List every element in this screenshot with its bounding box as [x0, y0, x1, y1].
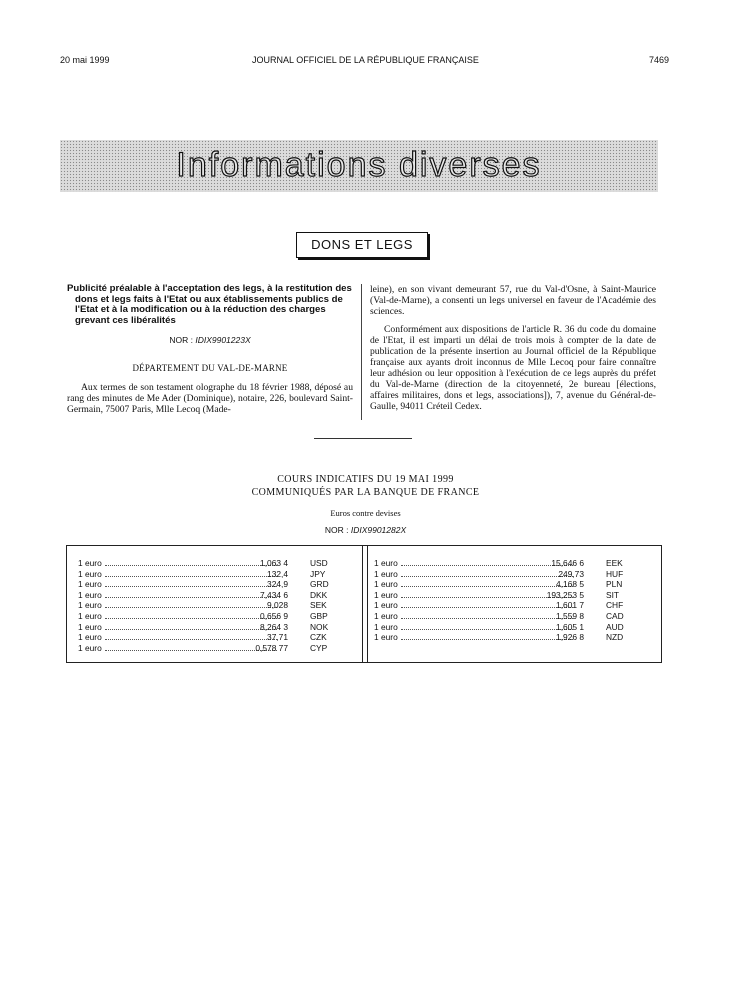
rate-row: [78, 579, 358, 590]
rate-row: [374, 558, 654, 569]
column-divider: [361, 284, 362, 420]
rate-label: 1 euro: [374, 568, 398, 579]
rate-leader-dots: [401, 629, 573, 630]
rate-label: 1 euro: [374, 579, 398, 590]
rate-value: 1,063 4: [260, 558, 288, 568]
rate-column-right: [374, 558, 654, 643]
article-column-right: [370, 284, 656, 412]
rate-leader-dots: [105, 597, 277, 598]
rate-currency-code: NZD: [606, 632, 624, 643]
rate-row: [374, 632, 654, 643]
rate-value: 37,71: [267, 632, 288, 643]
rate-leader-dots: [401, 618, 573, 619]
rate-leader-dots: [105, 586, 277, 587]
rate-value: 193,253 5: [546, 589, 584, 600]
rate-value: 4,168 5: [556, 579, 584, 590]
rate-label: 1 euro: [78, 589, 102, 600]
rate-row: [78, 600, 358, 611]
cours-title-line-1: COURS INDICATIFS DU 19 MAI 1999: [277, 474, 454, 485]
rate-row: [78, 622, 358, 633]
rate-row: [374, 579, 654, 590]
rate-currency-code: NOK: [310, 621, 329, 632]
rate-value: 15,646 6: [551, 558, 584, 568]
rate-value: 7,434 6: [260, 589, 288, 600]
article-department: DÉPARTEMENT DU VAL-DE-MARNE: [132, 363, 288, 373]
rate-leader-dots: [105, 639, 277, 640]
rate-currency-code: JPY: [310, 568, 326, 579]
rate-row: [78, 569, 358, 580]
rate-column-left: [78, 558, 358, 653]
rate-currency-code: GRD: [310, 579, 329, 590]
rate-value: 8,264 3: [260, 621, 288, 632]
rate-value: 0,656 9: [260, 610, 288, 621]
rate-leader-dots: [105, 565, 277, 566]
rate-value: 9,028: [267, 600, 288, 611]
article-heading: Publicité préalable à l'acceptation des legs, à la restitution des dons et legs faits à l'Etat ou aux établissements publics de l'Etat et à la modification ou à la réduction des charges grevant ces libéralités: [67, 283, 352, 326]
rate-label: 1 euro: [374, 610, 398, 621]
rate-currency-code: SEK: [310, 600, 327, 611]
article-paragraph-1: Aux termes de son testament olographe du 18 février 1988, déposé au rang des minutes de Me Ader (Dominique), notaire, 226, boulevard Saint-Germain, 75007 Paris, Mlle Lecoq (Made-: [67, 382, 353, 415]
rate-value: 249,73: [558, 568, 584, 579]
rate-currency-code: EEK: [606, 558, 623, 568]
rate-value: 324,9: [267, 579, 288, 590]
rate-label: 1 euro: [78, 600, 102, 611]
rate-label: 1 euro: [78, 610, 102, 621]
rate-row: [78, 611, 358, 622]
rate-label: 1 euro: [374, 621, 398, 632]
rate-currency-code: CZK: [310, 632, 327, 643]
rate-table-divider: [362, 546, 368, 662]
rate-currency-code: HUF: [606, 568, 624, 579]
rate-row: [374, 611, 654, 622]
rate-value: 1,559 8: [556, 610, 584, 621]
rate-leader-dots: [105, 650, 277, 651]
rate-row: [374, 569, 654, 580]
rate-currency-code: CAD: [606, 610, 624, 621]
rate-label: 1 euro: [78, 621, 102, 632]
rate-row: [374, 590, 654, 601]
rate-leader-dots: [401, 565, 573, 566]
section-title: DONS ET LEGS: [296, 232, 428, 258]
rate-leader-dots: [401, 639, 573, 640]
rate-row: [78, 643, 358, 654]
rate-row: [78, 590, 358, 601]
rate-leader-dots: [105, 629, 277, 630]
article-column-left: [67, 284, 353, 415]
rate-currency-code: USD: [310, 558, 328, 568]
rate-label: 1 euro: [78, 568, 102, 579]
rate-currency-code: CHF: [606, 600, 624, 611]
article-paragraph-2: leine), en son vivant demeurant 57, rue du Val-d'Osne, à Saint-Maurice (Val-de-Marne), a consenti un legs universel en faveur de l'Académie des sciences.: [370, 284, 656, 317]
article-nor-label: NOR :: [169, 335, 193, 345]
header-date: 20 mai 1999: [60, 55, 110, 65]
rate-currency-code: DKK: [310, 589, 328, 600]
rate-value: 0,578 77: [255, 642, 288, 653]
rate-label: 1 euro: [78, 632, 102, 643]
cours-nor-code: IDIX9901282X: [350, 525, 407, 535]
cours-nor-label: NOR :: [324, 525, 349, 535]
rate-row: [374, 622, 654, 633]
banner: [60, 140, 658, 192]
rate-label: 1 euro: [374, 600, 398, 611]
rate-row: [78, 558, 358, 569]
rate-value: 1,926 8: [556, 632, 584, 643]
rate-currency-code: SIT: [606, 589, 620, 600]
rate-label: 1 euro: [374, 558, 398, 568]
exchange-rate-table: [66, 545, 662, 663]
rate-row: [374, 600, 654, 611]
rate-label: 1 euro: [78, 579, 102, 590]
rate-currency-code: PLN: [606, 579, 623, 590]
header-page-number: 7469: [648, 55, 669, 65]
section-separator: [314, 438, 412, 439]
rate-value: 132,4: [267, 568, 288, 579]
rate-label: 1 euro: [374, 589, 398, 600]
rate-label: 1 euro: [78, 558, 102, 568]
rate-currency-code: CYP: [310, 642, 328, 653]
cours-nor: [0, 525, 731, 535]
article-paragraph-3: Conformément aux dispositions de l'article R. 36 du code du domaine de l'Etat, il est imparti un délai de trois mois à compter de la date de publication de la présente insertion au Journal officiel de la République française aux ayants droit inconnus de Mlle Lecoq pour faire connaître leur adhésion ou leur opposition à l'exécution de ce legs auprès du préfet du Val-de-Marne (direction de la citoyenneté, 2e bureau [élections, affaires militaires, dons et legs, associations]), 7, avenue du Général-de-Gaulle, 94011 Créteil Cedex.: [370, 324, 656, 412]
banner-title: Informations diverses: [176, 146, 542, 184]
rate-currency-code: AUD: [606, 621, 624, 632]
cours-title-line-2: COMMUNIQUÉS PAR LA BANQUE DE FRANCE: [251, 487, 480, 498]
article-nor: [67, 335, 353, 346]
rate-leader-dots: [105, 607, 277, 608]
rate-leader-dots: [105, 576, 277, 577]
rate-currency-code: GBP: [310, 610, 328, 621]
rate-leader-dots: [401, 586, 573, 587]
header-journal-title: JOURNAL OFFICIEL DE LA RÉPUBLIQUE FRANÇAISE: [252, 55, 479, 65]
rate-label: 1 euro: [78, 642, 102, 653]
rate-leader-dots: [105, 618, 277, 619]
article-nor-code: IDIX9901223X: [195, 335, 251, 345]
rate-leader-dots: [401, 576, 573, 577]
rate-label: 1 euro: [374, 632, 398, 643]
rate-leader-dots: [401, 607, 573, 608]
cours-subtitle: Euros contre devises: [330, 508, 401, 518]
rate-value: 1,605 1: [556, 621, 584, 632]
rate-value: 1,601 7: [556, 600, 584, 611]
rate-row: [78, 632, 358, 643]
